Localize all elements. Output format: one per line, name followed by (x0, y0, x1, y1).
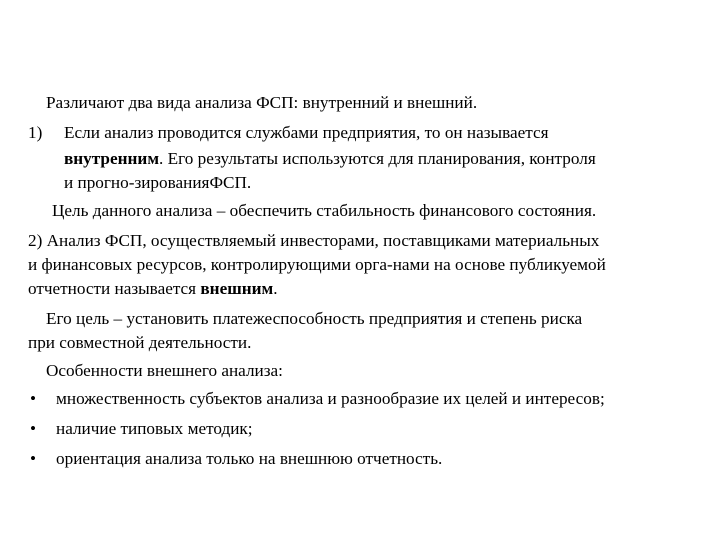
bullet-icon: • (30, 419, 37, 438)
item1-line2 (64, 148, 596, 170)
item2-line3-pre: отчетности называется (28, 279, 201, 298)
goal1-text: Цель данного анализа – обеспечить стабильность финансового состояния. (52, 201, 597, 220)
bullet-icon: • (30, 389, 37, 408)
item1-line3: и прогно-зированияФСП. (64, 173, 252, 192)
bullet-item-3: ориентация анализа только на внешнюю отчетность. (56, 449, 443, 468)
bullet-icon: • (30, 449, 37, 468)
item1-line1: Если анализ проводится службами предприятия, то он называется (64, 123, 549, 142)
goal2-line2: при совместной деятельности. (28, 333, 252, 352)
goal2-line1: Его цель – установить платежеспособность предприятия и степень риска (46, 309, 583, 328)
term-internal: внутренним (64, 149, 160, 168)
item2-line3 (28, 278, 278, 300)
item1-line2-rest: . Его результаты используются для планирования, контроля (159, 149, 596, 168)
intro-text: Различают два вида анализа ФСП: внутренний и внешний. (46, 93, 478, 112)
item2-line2: и финансовых ресурсов, контролирующими орга-нами на основе публикуемой (28, 255, 606, 274)
term-external: внешним (200, 279, 274, 298)
list-marker-1: 1) (28, 123, 43, 142)
item2-line3-post: . (273, 279, 278, 298)
item2-line1: 2) Анализ ФСП, осуществляемый инвесторами, поставщиками материальных (28, 231, 600, 250)
features-heading: Особенности внешнего анализа: (46, 361, 283, 380)
bullet-item-2: наличие типовых методик; (56, 419, 253, 438)
bullet-item-1: множественность субъектов анализа и разнообразие их целей и интересов; (56, 389, 605, 408)
